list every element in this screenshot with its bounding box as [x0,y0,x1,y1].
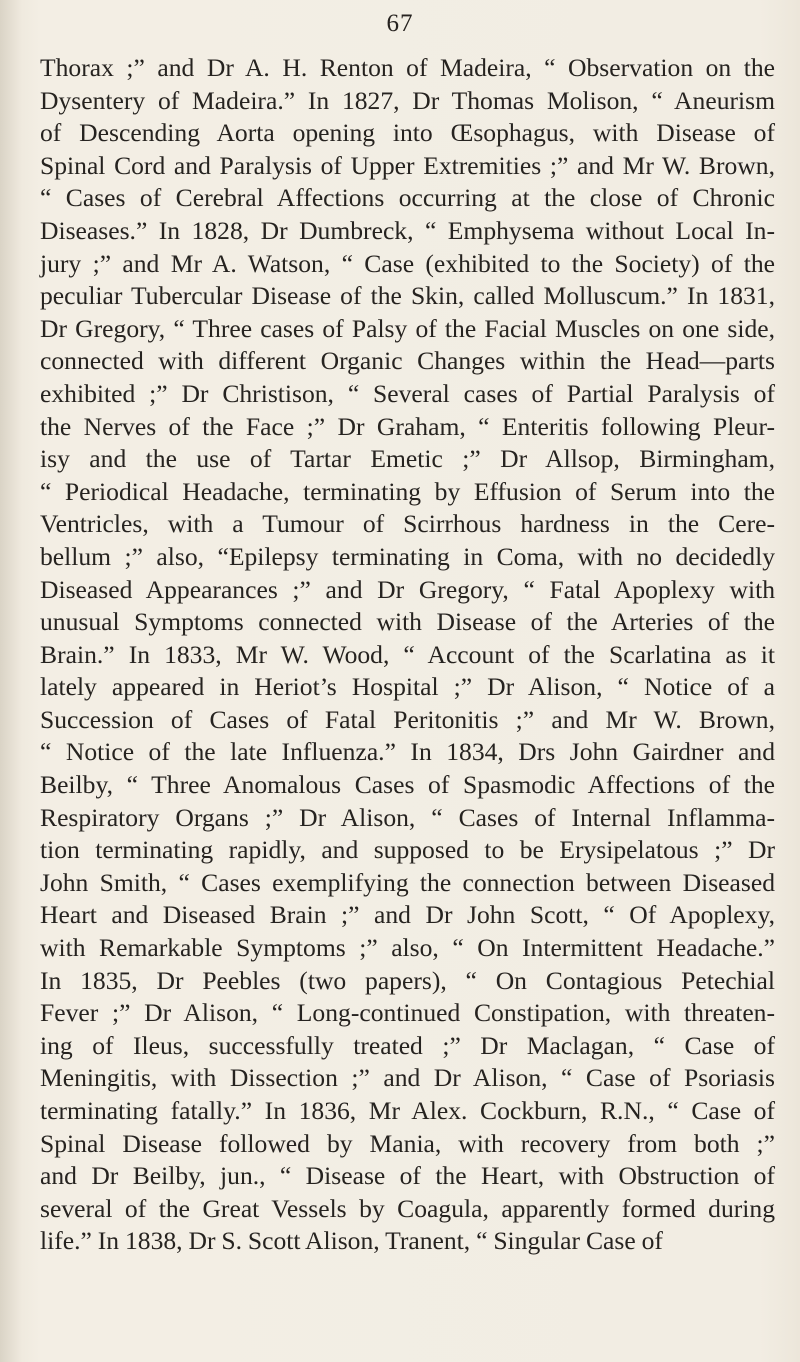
page-number: 67 [386,10,414,37]
text-line: Thorax ;” and Dr A. H. Renton of Madeira, “ Observation on the [40,53,775,82]
text-line: jury ;” and Mr A. Watson, “ Case (exhibited to the Society) of the [40,248,775,278]
text-line: of Descending Aorta opening into Œsophagus, with Disease of [40,118,775,148]
text-line: “ Notice of the late Influenza.” In 1834, Drs John Gairdner and [40,737,775,767]
text-line: Dr Gregory, “ Three cases of Palsy of the Facial Muscles on one side, [40,313,775,343]
text-line: peculiar Tubercular Disease of the Skin, called Molluscum.” In 1831, [40,281,775,311]
text-line: life.” In 1838, Dr S. Scott Alison, Tranent, “ Singular Case of [40,1226,663,1256]
text-line: Succession of Cases of Fatal Peritonitis ;” and Mr W. Brown, [40,704,775,734]
text-line: lately appeared in Heriot’s Hospital ;” Dr Alison, “ Notice of a [40,672,775,702]
text-line: exhibited ;” Dr Christison, “ Several cases of Partial Paralysis of [40,378,775,408]
text-line: isy and the use of Tartar Emetic ;” Dr Allsop, Birmingham, [40,444,775,474]
text-line: ing of Ileus, successfully treated ;” Dr Maclagan, “ Case of [40,1030,775,1060]
text-line: connected with different Organic Changes within the Head—parts [40,346,775,376]
text-line: “ Cases of Cerebral Affections occurring at the close of Chronic [40,183,775,213]
text-line: “ Periodical Headache, terminating by Effusion of Serum into the [40,476,775,506]
text-line: Ventricles, with a Tumour of Scirrhous hardness in the Cere- [40,509,775,539]
text-line: Diseases.” In 1828, Dr Dumbreck, “ Emphysema without Local In- [40,215,775,245]
text-line: Spinal Cord and Paralysis of Upper Extremities ;” and Mr W. Brown, [40,150,775,180]
text-line: the Nerves of the Face ;” Dr Graham, “ Enteritis following Pleur- [40,411,775,441]
text-line: Heart and Diseased Brain ;” and Dr John Scott, “ Of Apoplexy, [40,900,775,930]
text-line: Fever ;” Dr Alison, “ Long-continued Constipation, with threaten- [40,998,775,1028]
page-edge-shadow [0,0,22,1362]
text-line: and Dr Beilby, jun., “ Disease of the Heart, with Obstruction of [40,1161,775,1191]
text-line: with Remarkable Symptoms ;” also, “ On Intermittent Headache.” [40,933,775,963]
text-line: Beilby, “ Three Anomalous Cases of Spasmodic Affections of the [40,770,775,800]
text-line: John Smith, “ Cases exemplifying the connection between Diseased [40,867,775,897]
text-line: Diseased Appearances ;” and Dr Gregory, “ Fatal Apoplexy with [40,574,775,604]
text-line: Spinal Disease followed by Mania, with recovery from both ;” [40,1128,775,1158]
text-line: Respiratory Organs ;” Dr Alison, “ Cases of Internal Inflamma- [40,802,775,832]
text-line: Dysentery of Madeira.” In 1827, Dr Thomas Molison, “ Aneurism [40,85,775,115]
text-line: Brain.” In 1833, Mr W. Wood, “ Account of the Scarlatina as it [40,639,775,669]
body-paragraph [40,52,775,1258]
text-line: Meningitis, with Dissection ;” and Dr Alison, “ Case of Psoriasis [40,1063,775,1093]
text-line: unusual Symptoms connected with Disease of the Arteries of the [40,607,775,637]
text-line: several of the Great Vessels by Coagula, apparently formed during [40,1193,775,1223]
text-line: In 1835, Dr Peebles (two papers), “ On Contagious Petechial [40,965,775,995]
text-line: bellum ;” also, “Epilepsy terminating in Coma, with no decidedly [40,541,775,571]
text-line: tion terminating rapidly, and supposed to be Erysipelatous ;” Dr [40,835,775,865]
text-line: terminating fatally.” In 1836, Mr Alex. Cockburn, R.N., “ Case of [40,1096,775,1125]
